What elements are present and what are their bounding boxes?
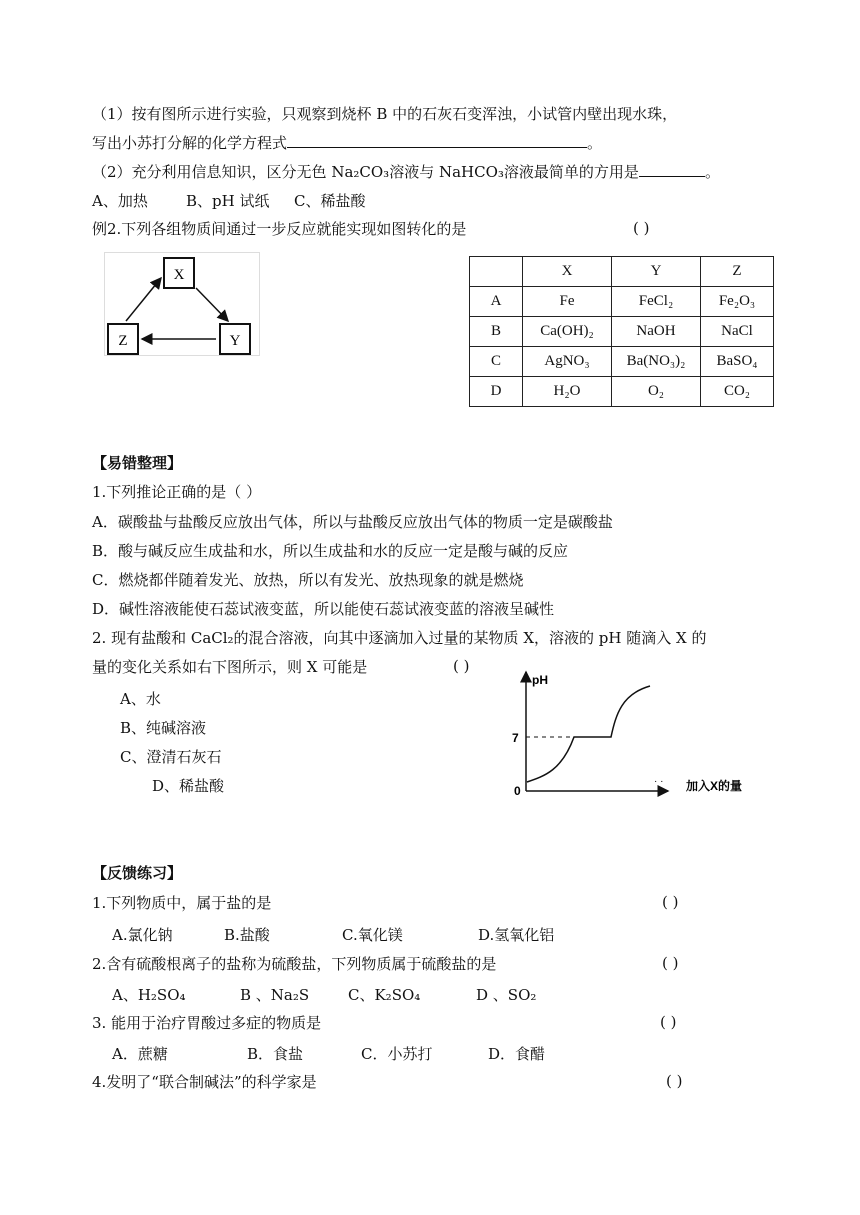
- table-header-cell: X: [523, 257, 612, 287]
- table-header-row: [470, 257, 774, 287]
- option-d: D 、SO₂: [476, 986, 537, 1004]
- errors-q2-option-c: C、澄清石灰石: [120, 748, 222, 766]
- q2-options: [92, 191, 365, 211]
- table-header-cell: [470, 257, 523, 287]
- option-d: D.氢氧化铝: [478, 926, 555, 944]
- ph-chart: [500, 664, 760, 804]
- x-axis-label: 加入X的量: [686, 779, 743, 793]
- feedback-title: 【反馈练习】: [92, 864, 183, 882]
- option-a: A．蔗糖: [112, 1045, 168, 1063]
- feedback-q1: 1.下列物质中，属于盐的是: [92, 894, 272, 912]
- table-cell: Ca(OH)₂: [523, 317, 612, 347]
- feedback-q3-paren: ( ): [660, 1013, 677, 1031]
- option-a: A、H₂SO₄: [112, 986, 186, 1004]
- answer-blank-2: [639, 162, 705, 177]
- table-cell: Fe: [523, 287, 612, 317]
- table-cell: AgNO₃: [523, 347, 612, 377]
- errors-title: 【易错整理】: [92, 454, 183, 472]
- feedback-q2: 2.含有硫酸根离子的盐称为硫酸盐，下列物质属于硫酸盐的是: [92, 955, 497, 973]
- table-cell: CO₂: [701, 377, 774, 407]
- errors-q2-option-d: D、稀盐酸: [152, 777, 225, 795]
- option-c: C、稀盐酸: [294, 192, 366, 210]
- q2-end: 。: [704, 163, 720, 181]
- table-header-cell: Y: [612, 257, 701, 287]
- table-row: [470, 287, 774, 317]
- option-b: B、pH 试纸: [186, 192, 270, 210]
- q2-text-a: （2）充分利用信息知识，区分无色: [92, 163, 332, 181]
- option-b: B 、Na₂S: [240, 986, 310, 1004]
- table-row: [470, 317, 774, 347]
- option-a: A、加热: [92, 192, 148, 210]
- table-cell: H₂O: [523, 377, 612, 407]
- feedback-q1-options: [112, 924, 554, 945]
- node-x: X: [173, 267, 185, 283]
- errors-q2-paren: ( ): [453, 657, 470, 675]
- errors-q2-line2: 量的变化关系如右下图所示，则 X 可能是: [92, 658, 368, 676]
- table-cell: NaCl: [701, 317, 774, 347]
- table-row: [470, 377, 774, 407]
- option-c: C.氧化镁: [342, 926, 403, 944]
- node-z: Z: [118, 333, 128, 349]
- tick-7: 7: [512, 731, 519, 745]
- formula-nahco3: NaHCO₃: [438, 163, 504, 181]
- q1-end: 。: [587, 134, 603, 152]
- table-cell: C: [470, 347, 523, 377]
- table-cell: D: [470, 377, 523, 407]
- substance-table: [469, 256, 774, 407]
- table-header-cell: Z: [701, 257, 774, 287]
- errors-q1-option-a: A．碳酸盐与盐酸反应放出气体，所以与盐酸反应放出气体的物质一定是碳酸盐: [92, 513, 613, 531]
- origin-label: 0: [514, 784, 521, 798]
- option-b: B．食盐: [247, 1045, 304, 1063]
- formula-na2co3: Na₂CO₃: [331, 163, 390, 181]
- dots-mark: · ·: [654, 776, 664, 787]
- errors-q2-line1: 2. 现有盐酸和 CaCl₂的混合溶液，向其中逐滴加入过量的某物质 X，溶液的 pH 随滴入 X 的: [92, 629, 707, 647]
- errors-q2-option-a: A、水: [120, 690, 161, 708]
- y-axis-label: pH: [532, 673, 548, 687]
- option-c: C．小苏打: [361, 1045, 433, 1063]
- ph-curve: [527, 686, 650, 782]
- table-cell: O₂: [612, 377, 701, 407]
- feedback-q3-options: [112, 1043, 545, 1064]
- table-cell: NaOH: [612, 317, 701, 347]
- table-cell: B: [470, 317, 523, 347]
- table-cell: FeCl₂: [612, 287, 701, 317]
- feedback-q3: 3. 能用于治疗胃酸过多症的物质是: [92, 1014, 322, 1032]
- errors-q1-option-c: C．燃烧都伴随着发光、放热，所以有发光、放热现象的就是燃烧: [92, 571, 524, 589]
- q1-text: 写出小苏打分解的化学方程式: [92, 134, 288, 152]
- feedback-q2-paren: ( ): [662, 954, 679, 972]
- q2-text-c: 溶液最简单的方用是: [503, 163, 639, 181]
- errors-q1-option-d: D．碱性溶液能使石蕊试液变蓝，所以能使石蕊试液变蓝的溶液呈碱性: [92, 600, 555, 618]
- errors-q2-option-b: B、纯碱溶液: [120, 719, 207, 737]
- q2-text-b: 溶液与: [389, 163, 439, 181]
- example2-paren: ( ): [633, 219, 650, 237]
- table-cell: BaSO₄: [701, 347, 774, 377]
- node-y: Y: [229, 333, 241, 349]
- table-cell: Fe₂O₃: [701, 287, 774, 317]
- table-cell: A: [470, 287, 523, 317]
- cycle-diagram: [104, 252, 260, 356]
- q2-line: [92, 162, 720, 182]
- example2-question: 例2.下列各组物质间通过一步反应就能实现如图转化的是: [92, 220, 467, 238]
- q1-line2: [92, 133, 602, 153]
- option-c: C、K₂SO₄: [348, 986, 421, 1004]
- feedback-q4-paren: ( ): [666, 1072, 683, 1090]
- option-b: B.盐酸: [224, 926, 270, 944]
- table-cell: Ba(NO₃)₂: [612, 347, 701, 377]
- errors-q1: 1.下列推论正确的是（ ）: [92, 483, 262, 501]
- option-d: D．食醋: [488, 1045, 546, 1063]
- answer-blank: [287, 133, 587, 148]
- feedback-q4: 4.发明了“联合制碱法”的科学家是: [92, 1073, 317, 1091]
- table-row: [470, 347, 774, 377]
- option-a: A.氯化钠: [112, 926, 173, 944]
- errors-q1-option-b: B．酸与碱反应生成盐和水，所以生成盐和水的反应一定是酸与碱的反应: [92, 542, 569, 560]
- q1-line1: （1）按有图所示进行实验，只观察到烧杯 B 中的石灰石变浑浊，小试管内壁出现水珠，: [92, 105, 678, 123]
- feedback-q1-paren: ( ): [662, 893, 679, 911]
- feedback-q2-options: [112, 984, 536, 1005]
